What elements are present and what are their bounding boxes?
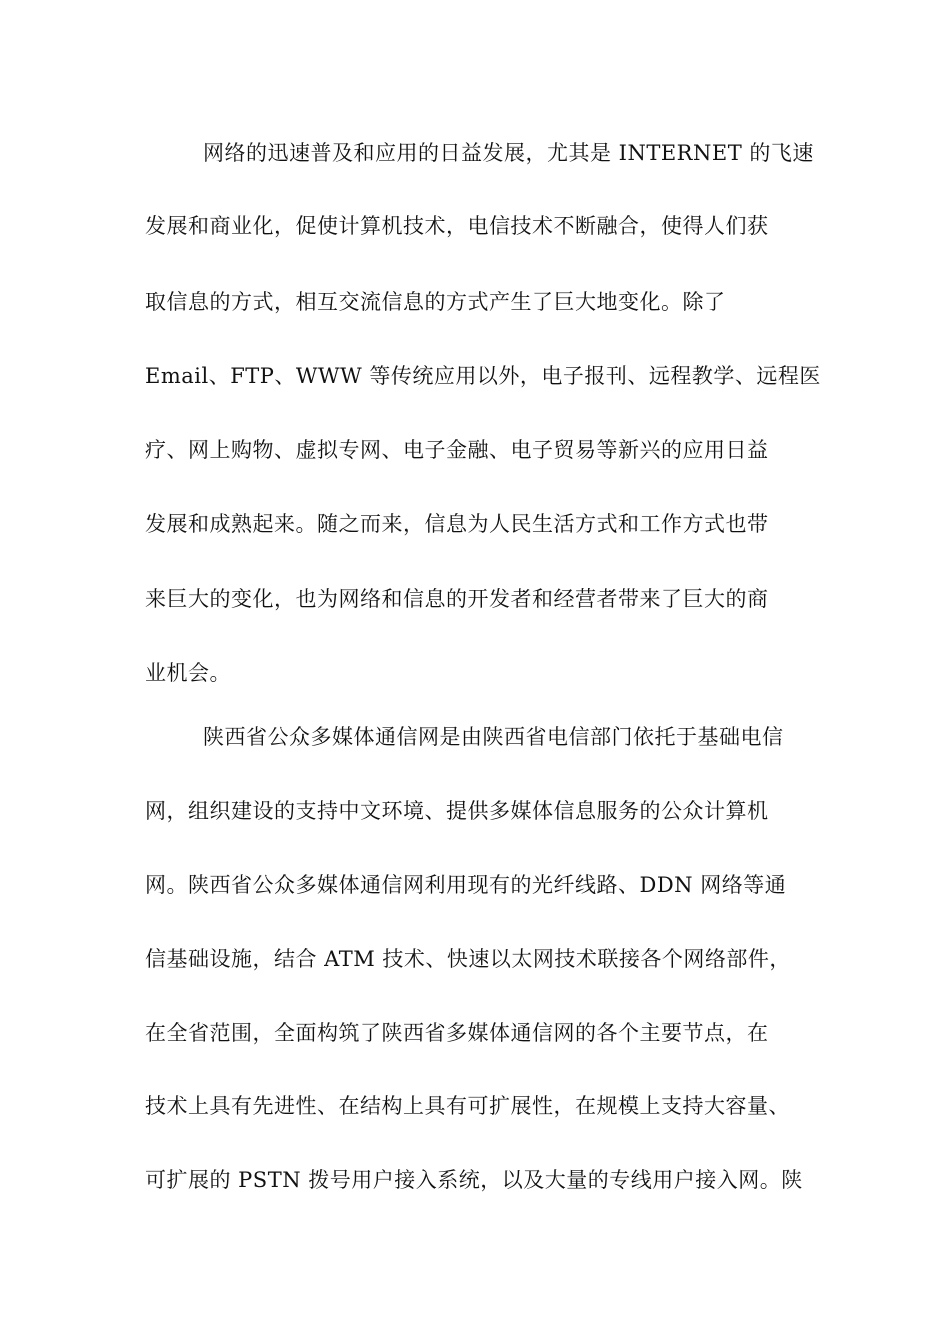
paragraph-1-line-2: 发展和商业化，促使计算机技术，电信技术不断融合，使得人们获	[145, 214, 769, 238]
paragraph-2-line-1: 陕西省公众多媒体通信网是由陕西省电信部门依托于基础电信	[203, 725, 784, 749]
paragraph-1-line-4: Email、FTP、WWW 等传统应用以外，电子报刊、远程教学、远程医	[145, 364, 821, 388]
paragraph-2-line-6: 技术上具有先进性、在结构上具有可扩展性，在规模上支持大容量、	[145, 1094, 790, 1118]
paragraph-2-line-4: 信基础设施，结合 ATM 技术、快速以太网技术联接各个网络部件，	[145, 947, 791, 971]
paragraph-1-line-3: 取信息的方式，相互交流信息的方式产生了巨大地变化。除了	[145, 290, 726, 314]
paragraph-1-line-8: 业机会。	[145, 661, 231, 685]
paragraph-2-line-7: 可扩展的 PSTN 拨号用户接入系统，以及大量的专线用户接入网。陕	[145, 1168, 803, 1192]
paragraph-1-line-6: 发展和成熟起来。随之而来，信息为人民生活方式和工作方式也带	[145, 512, 769, 536]
paragraph-1-line-1: 网络的迅速普及和应用的日益发展，尤其是 INTERNET 的飞速	[203, 141, 814, 165]
paragraph-2-line-2: 网，组织建设的支持中文环境、提供多媒体信息服务的公众计算机	[145, 799, 769, 823]
paragraph-2-line-3: 网。陕西省公众多媒体通信网利用现有的光纤线路、DDN 网络等通	[145, 873, 787, 897]
paragraph-1-line-7: 来巨大的变化，也为网络和信息的开发者和经营者带来了巨大的商	[145, 587, 769, 611]
paragraph-2-line-5: 在全省范围，全面构筑了陕西省多媒体通信网的各个主要节点，在	[145, 1021, 769, 1045]
paragraph-1-line-5: 疗、网上购物、虚拟专网、电子金融、电子贸易等新兴的应用日益	[145, 438, 769, 462]
